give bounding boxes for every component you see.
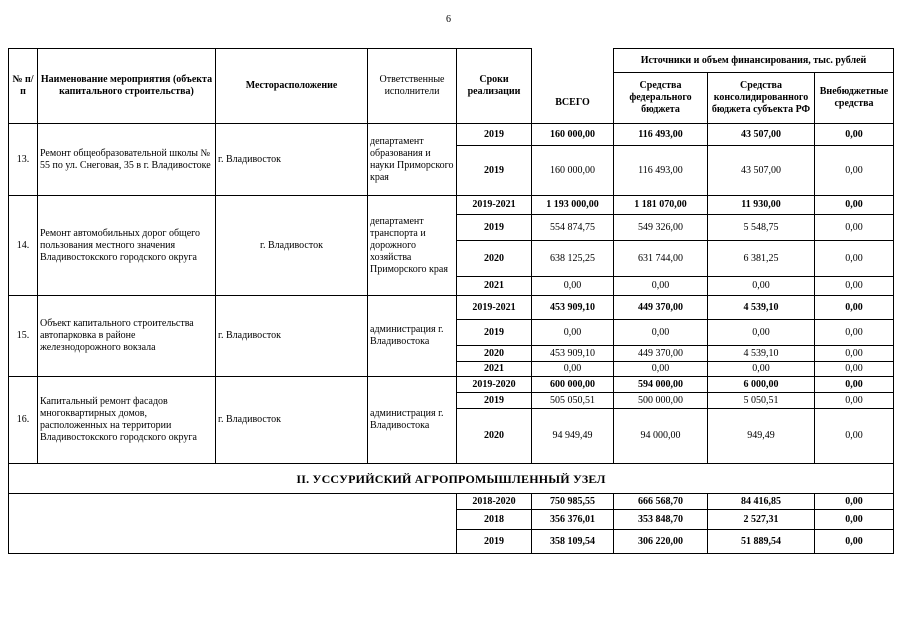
cell-extra: 0,00 [815, 124, 894, 146]
cell-regional: 4 539,10 [708, 346, 815, 362]
cell-extra: 0,00 [815, 393, 894, 409]
cell-total: 0,00 [532, 277, 614, 296]
row-number: 15. [9, 296, 38, 377]
cell-extra: 0,00 [815, 362, 894, 377]
cell-federal: 549 326,00 [614, 215, 708, 241]
row-responsible: департамент образования и науки Приморского края [368, 124, 457, 196]
row-responsible: администрация г. Владивостока [368, 377, 457, 464]
section-row [9, 464, 894, 494]
cell-federal: 500 000,00 [614, 393, 708, 409]
row-location: г. Владивосток [216, 296, 368, 377]
cell-regional: 11 930,00 [708, 196, 815, 215]
cell-period: 2018 [457, 510, 532, 530]
cell-federal: 0,00 [614, 362, 708, 377]
cell-regional: 4 539,10 [708, 296, 815, 320]
cell-extra: 0,00 [815, 241, 894, 277]
cell-regional: 5 050,51 [708, 393, 815, 409]
cell-extra: 0,00 [815, 409, 894, 464]
cell-period: 2019-2020 [457, 377, 532, 393]
cell-period: 2019-2021 [457, 196, 532, 215]
cell-total: 554 874,75 [532, 215, 614, 241]
funding-table [8, 48, 894, 554]
cell-total: 505 050,51 [532, 393, 614, 409]
header-regional: Средства консолидированного бюджета субъекта РФ [708, 73, 815, 124]
table-row [9, 494, 894, 510]
cell-period: 2019 [457, 530, 532, 554]
row-responsible: департамент транспорта и дорожного хозяйства Приморского края [368, 196, 457, 296]
cell-total: 160 000,00 [532, 146, 614, 196]
cell-extra: 0,00 [815, 296, 894, 320]
cell-regional: 6 381,25 [708, 241, 815, 277]
header-row-top [9, 49, 894, 73]
header-total: ВСЕГО [532, 49, 614, 124]
row-location: г. Владивосток [216, 196, 368, 296]
cell-total: 750 985,55 [532, 494, 614, 510]
cell-federal: 306 220,00 [614, 530, 708, 554]
cell-period: 2021 [457, 362, 532, 377]
cell-period: 2019 [457, 124, 532, 146]
cell-total: 94 949,49 [532, 409, 614, 464]
header-name: Наименование мероприятия (объекта капитального строительства) [38, 49, 216, 124]
row-name: Ремонт общеобразовательной школы № 55 по ул. Снеговая, 35 в г. Владивостоке [38, 124, 216, 196]
table-row [9, 124, 894, 146]
cell-regional: 0,00 [708, 362, 815, 377]
page-number: 6 [446, 14, 451, 25]
cell-total: 453 909,10 [532, 296, 614, 320]
header-federal: Средства федерального бюджета [614, 73, 708, 124]
cell-period: 2020 [457, 346, 532, 362]
header-no: № п/п [9, 49, 38, 124]
cell-federal: 0,00 [614, 320, 708, 346]
cell-regional: 949,49 [708, 409, 815, 464]
row-location: г. Владивосток [216, 124, 368, 196]
cell-regional: 43 507,00 [708, 124, 815, 146]
row-number: 16. [9, 377, 38, 464]
cell-federal: 449 370,00 [614, 296, 708, 320]
cell-regional: 51 889,54 [708, 530, 815, 554]
cell-extra: 0,00 [815, 346, 894, 362]
cell-extra: 0,00 [815, 215, 894, 241]
cell-federal: 116 493,00 [614, 146, 708, 196]
cell-extra: 0,00 [815, 494, 894, 510]
cell-total: 160 000,00 [532, 124, 614, 146]
row-name: Объект капитального строительства автопарковка в районе железнодорожного вокзала [38, 296, 216, 377]
cell-regional: 5 548,75 [708, 215, 815, 241]
header-responsible: Ответственные исполнители [368, 49, 457, 124]
cell-period: 2021 [457, 277, 532, 296]
section-title: II. УССУРИЙСКИЙ АГРОПРОМЫШЛЕННЫЙ УЗЕЛ [9, 464, 894, 494]
header-period: Сроки реализации [457, 49, 532, 124]
cell-total: 638 125,25 [532, 241, 614, 277]
cell-regional: 84 416,85 [708, 494, 815, 510]
cell-total: 0,00 [532, 320, 614, 346]
header-extra: Внебюджетные средства [815, 73, 894, 124]
section-blank-cell [9, 494, 457, 554]
cell-extra: 0,00 [815, 196, 894, 215]
cell-federal: 116 493,00 [614, 124, 708, 146]
cell-total: 356 376,01 [532, 510, 614, 530]
cell-federal: 594 000,00 [614, 377, 708, 393]
cell-extra: 0,00 [815, 320, 894, 346]
header-location: Месторасположение [216, 49, 368, 124]
cell-regional: 6 000,00 [708, 377, 815, 393]
table-row [9, 296, 894, 320]
cell-extra: 0,00 [815, 377, 894, 393]
cell-federal: 353 848,70 [614, 510, 708, 530]
cell-period: 2020 [457, 241, 532, 277]
header-funding-group: Источники и объем финансирования, тыс. рублей [614, 49, 894, 73]
cell-extra: 0,00 [815, 277, 894, 296]
table-row [9, 377, 894, 393]
cell-period: 2019 [457, 146, 532, 196]
cell-regional: 0,00 [708, 320, 815, 346]
cell-period: 2019 [457, 320, 532, 346]
row-name: Ремонт автомобильных дорог общего пользования местного значения Владивостокского городского округа [38, 196, 216, 296]
row-number: 13. [9, 124, 38, 196]
table-row [9, 196, 894, 215]
cell-period: 2018-2020 [457, 494, 532, 510]
cell-federal: 1 181 070,00 [614, 196, 708, 215]
cell-period: 2019-2021 [457, 296, 532, 320]
row-number: 14. [9, 196, 38, 296]
cell-federal: 94 000,00 [614, 409, 708, 464]
cell-federal: 631 744,00 [614, 241, 708, 277]
row-responsible: администрация г. Владивостока [368, 296, 457, 377]
cell-regional: 2 527,31 [708, 510, 815, 530]
cell-federal: 0,00 [614, 277, 708, 296]
cell-extra: 0,00 [815, 146, 894, 196]
cell-total: 0,00 [532, 362, 614, 377]
cell-federal: 449 370,00 [614, 346, 708, 362]
cell-federal: 666 568,70 [614, 494, 708, 510]
cell-regional: 43 507,00 [708, 146, 815, 196]
row-location: г. Владивосток [216, 377, 368, 464]
cell-total: 600 000,00 [532, 377, 614, 393]
cell-period: 2020 [457, 409, 532, 464]
cell-extra: 0,00 [815, 510, 894, 530]
row-name: Капитальный ремонт фасадов многоквартирных домов, расположенных на территории Владивостокского городского округа [38, 377, 216, 464]
cell-extra: 0,00 [815, 530, 894, 554]
cell-period: 2019 [457, 215, 532, 241]
cell-total: 453 909,10 [532, 346, 614, 362]
cell-period: 2019 [457, 393, 532, 409]
cell-regional: 0,00 [708, 277, 815, 296]
cell-total: 358 109,54 [532, 530, 614, 554]
cell-total: 1 193 000,00 [532, 196, 614, 215]
